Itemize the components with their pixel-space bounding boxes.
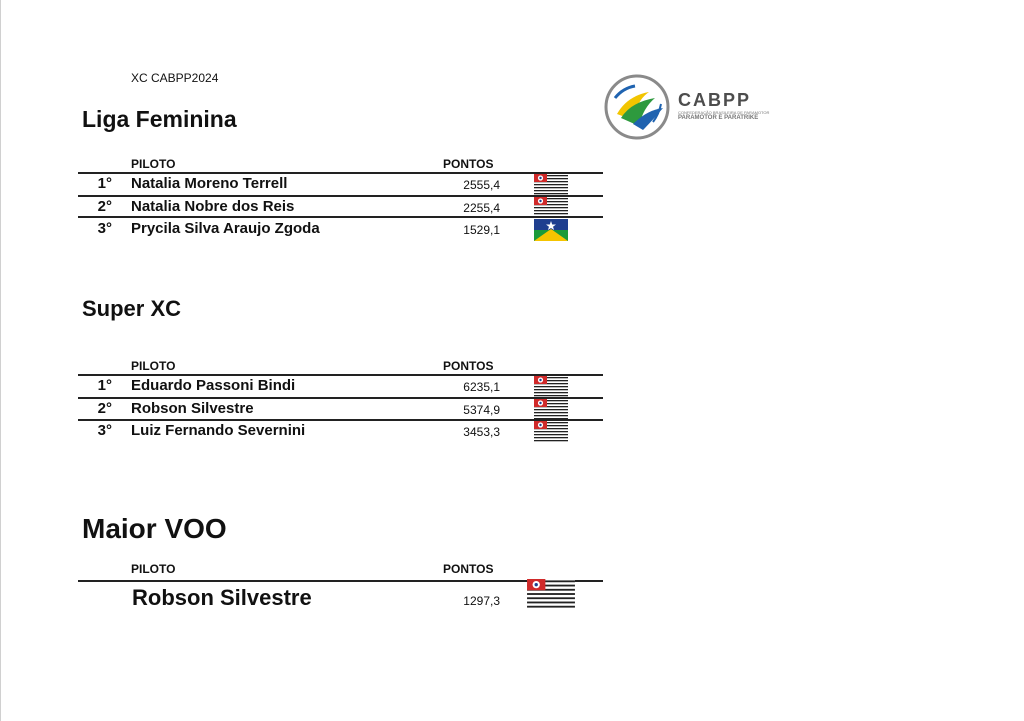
points: 5374,9	[463, 403, 500, 417]
pilot-name: Robson Silvestre	[132, 585, 312, 610]
pilot-name: Natalia Moreno Terrell	[131, 175, 288, 192]
sao-paulo-flag-icon	[534, 174, 568, 196]
pilot-name: Natalia Nobre dos Reis	[131, 198, 295, 215]
column-header-pilot: PILOTO	[131, 157, 176, 171]
column-header-points: PONTOS	[443, 157, 494, 171]
pilot-name: Eduardo Passoni Bindi	[131, 377, 296, 394]
rank: 2°	[97, 400, 112, 417]
sao-paulo-flag-icon	[527, 579, 575, 610]
points: 2555,4	[463, 178, 500, 192]
rondonia-flag-icon	[534, 219, 568, 241]
points: 3453,3	[463, 425, 500, 439]
pilot-name: Prycila Silva Araujo Zgoda	[131, 220, 320, 237]
rank: 1°	[97, 377, 112, 394]
column-header-pilot: PILOTO	[131, 359, 176, 373]
cabpp-emblem-icon	[603, 74, 671, 140]
points: 2255,4	[463, 201, 500, 215]
section-title-super-xc: Super XC	[82, 296, 182, 321]
document-title: XC CABPP2024	[131, 71, 219, 85]
logo-subtitle-small: CONFEDERAÇÃO BRASILEIRA DE PARAMOTOR	[678, 110, 770, 115]
table-row	[78, 218, 603, 240]
table-row	[78, 375, 603, 397]
table-row	[78, 196, 603, 218]
pilot-name: Luiz Fernando Severnini	[131, 422, 306, 439]
logo-name: CABPP	[678, 90, 752, 110]
points: 6235,1	[463, 380, 500, 394]
table-row	[78, 420, 603, 442]
section-title-maior-voo: Maior VOO	[82, 513, 227, 544]
points: 1297,3	[463, 594, 500, 608]
pilot-name: Robson Silvestre	[131, 400, 254, 417]
column-header-points: PONTOS	[443, 562, 494, 576]
rank: 2°	[97, 198, 112, 215]
logo-subtitle: PARAMOTOR E PARATRIKE	[678, 115, 759, 121]
section-title-liga-feminina: Liga Feminina	[82, 106, 237, 132]
points: 1529,1	[463, 223, 500, 237]
rank: 3°	[97, 422, 112, 439]
rank: 3°	[97, 220, 112, 237]
table-rule	[78, 580, 603, 582]
table-row	[78, 584, 603, 614]
column-header-points: PONTOS	[443, 359, 494, 373]
sao-paulo-flag-icon	[534, 399, 568, 421]
table-row	[78, 398, 603, 420]
table-row	[78, 173, 603, 195]
sao-paulo-flag-icon	[534, 421, 568, 443]
page-edge	[0, 0, 1, 721]
cabpp-logo	[603, 74, 768, 140]
rank: 1°	[97, 175, 112, 192]
sao-paulo-flag-icon	[534, 376, 568, 398]
column-header-pilot: PILOTO	[131, 562, 176, 576]
